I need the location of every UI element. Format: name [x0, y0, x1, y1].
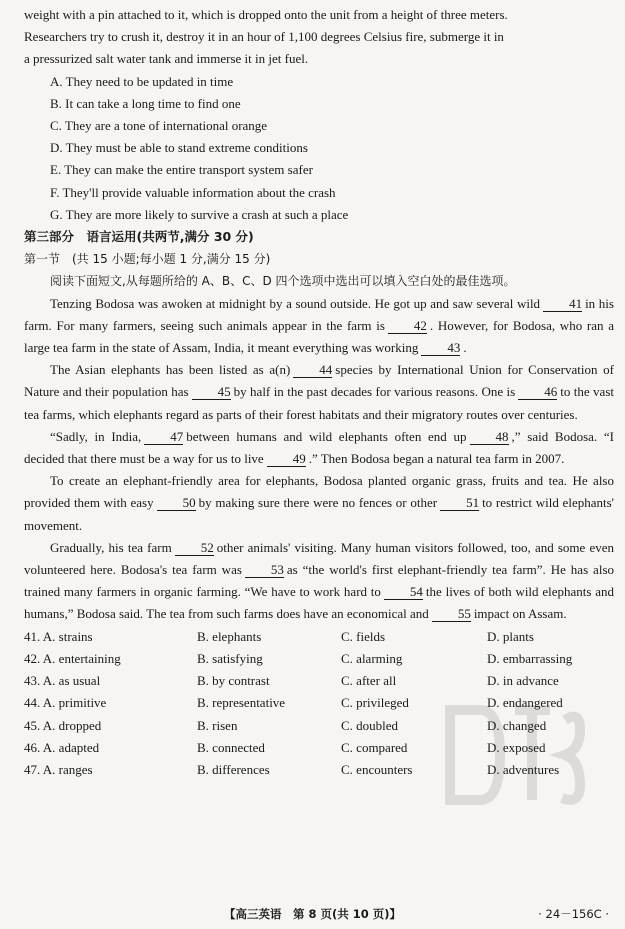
passage-text: To create an elephant-friendly area for elephants, Bodosa planted organic grass, fruits and tea. He also provided them with easy: [24, 473, 614, 511]
blank-50: 50: [157, 495, 196, 511]
choice-d: D. changed: [487, 717, 547, 733]
blank-42: 42: [388, 318, 427, 334]
option-b: B. It can take a long time to find one: [50, 95, 241, 111]
choice-a: 41. A. strains: [24, 628, 93, 644]
choice-b: B. elephants: [197, 628, 262, 644]
blank-43: 43: [421, 340, 460, 356]
blank-44: 44: [293, 362, 332, 378]
choice-a: 47. A. ranges: [24, 761, 93, 777]
passage-text: the lives of both wild elephants and humans,” Bodosa said. The tea from such farms does have an economical and: [24, 584, 614, 622]
passage-text: The Asian elephants has been listed as a(n): [50, 362, 291, 378]
passage-text: Gradually, his tea farm: [50, 539, 172, 555]
option-e: E. They can make the entire transport system safer: [50, 162, 313, 178]
passage-text: impact on Assam.: [473, 606, 567, 622]
passage-text: between humans and wild elephants often end up: [186, 428, 467, 444]
choice-c: C. doubled: [341, 717, 399, 733]
choice-d: D. embarrassing: [487, 650, 573, 666]
intro-line: weight with a pin attached to it, which is dropped onto the unit from a height of three meters.: [24, 7, 508, 22]
choice-a: 44. A. primitive: [24, 695, 107, 711]
choice-b: B. by contrast: [197, 673, 270, 689]
page-footer: [0, 903, 625, 923]
section1-heading: 第一节 (共 15 小题;每小题 1 分,满分 15 分): [24, 252, 271, 267]
footer-code: · 24－156C ·: [538, 907, 609, 921]
choice-d: D. adventures: [487, 761, 560, 777]
passage-text: by making sure there were no fences or other: [198, 495, 438, 511]
blank-46: 46: [518, 384, 557, 400]
blank-55: 55: [432, 606, 471, 622]
passage-text: to the vast tea farms, which elephants regard as parts of their forest habitats and their migratory routes over centuries.: [24, 384, 614, 422]
passage-text: . However, for Bodosa, who ran a large tea farm in the state of Assam, India, it meant everything was working: [24, 317, 615, 356]
passage-text: .: [463, 340, 467, 356]
choice-a: 42. A. entertaining: [24, 650, 121, 666]
choice-b: B. representative: [197, 695, 286, 711]
passage-paragraph-5: [24, 537, 614, 626]
footer-page-info: 【高三英语 第 8 页(共 10 页)】: [223, 907, 402, 921]
choice-d: D. endangered: [487, 695, 563, 711]
passage-paragraph-4: [24, 470, 614, 537]
blank-49: 49: [267, 451, 306, 467]
watermark-logo-icon: [440, 690, 590, 820]
intro-line: Researchers try to crush it, destroy it in an hour of 1,100 degrees Celsius fire, submerge it in: [24, 29, 504, 45]
choice-c: C. compared: [341, 739, 408, 755]
blank-53: 53: [245, 562, 284, 578]
option-f: F. They'll provide valuable information about the crash: [50, 184, 336, 200]
choice-a: 46. A. adapted: [24, 739, 100, 755]
choice-b: B. differences: [197, 761, 270, 777]
choice-c: C. encounters: [341, 761, 413, 777]
blank-41: 41: [543, 296, 582, 312]
passage-text: to restrict wild elephants' movement.: [24, 495, 614, 533]
blank-47: 47: [144, 429, 183, 445]
exam-page: [24, 4, 614, 781]
intro-line: a pressurized salt water tank and immerse it in jet fuel.: [24, 51, 309, 67]
intro-paragraph: [24, 4, 614, 71]
option-d: D. They must be able to stand extreme conditions: [50, 140, 308, 156]
passage-text: “Sadly, in India,: [50, 428, 142, 444]
passage-paragraph-1: [24, 293, 614, 360]
seven-options-list: [24, 71, 614, 226]
choice-c: C. after all: [341, 673, 397, 689]
passage-text: ,” said Bodosa. “I decided that there must be a way for us to live: [24, 428, 614, 467]
choice-b: B. risen: [197, 717, 238, 733]
passage-text: as “the world's first elephant-friendly tea farm”. He has also trained many farmers in organic farming. “We have to work hard to: [24, 562, 615, 600]
passage-text: by half in the past decades for various reasons. One is: [233, 384, 516, 400]
directions: 阅读下面短文,从每题所给的 A、B、C、D 四个选项中选出可以填入空白处的最佳选项。: [50, 274, 516, 289]
choice-b: B. connected: [197, 739, 265, 755]
passage-text: in his farm. For many farmers, seeing such animals appear in the farm is: [24, 295, 614, 333]
choice-b: B. satisfying: [197, 650, 263, 666]
choice-d: D. plants: [487, 628, 534, 644]
blank-45: 45: [192, 384, 231, 400]
blank-48: 48: [470, 429, 509, 445]
passage-text: other animals' visiting. Many human visitors followed, too, and some even volunteered here. Bodosa's tea farm was: [24, 539, 615, 578]
choice-a: 45. A. dropped: [24, 717, 102, 733]
option-c: C. They are a tone of international orange: [50, 118, 268, 134]
passage-text: Tenzing Bodosa was awoken at midnight by a sound outside. He got up and saw several wild: [50, 295, 541, 311]
passage-paragraph-2: [24, 359, 614, 426]
option-a: A. They need to be updated in time: [50, 73, 234, 89]
choice-d: D. exposed: [487, 739, 546, 755]
choice-d: D. in advance: [487, 673, 559, 689]
choice-c: C. fields: [341, 628, 386, 644]
choice-a: 43. A. as usual: [24, 673, 101, 689]
blank-52: 52: [175, 540, 214, 556]
option-g: G. They are more likely to survive a crash at such a place: [50, 206, 349, 222]
blank-54: 54: [384, 584, 423, 600]
passage-text: species by International Union for Conservation of Nature and their population has: [24, 362, 614, 400]
choice-c: C. privileged: [341, 695, 409, 711]
choice-row: [24, 648, 614, 670]
choice-row: [24, 626, 614, 648]
part3-heading: 第三部分 语言运用(共两节,满分 30 分): [24, 229, 254, 245]
choice-c: C. alarming: [341, 650, 403, 666]
blank-51: 51: [440, 495, 479, 511]
choice-row: [24, 670, 614, 692]
passage-text: .” Then Bodosa began a natural tea farm in 2007.: [308, 451, 565, 467]
passage-paragraph-3: [24, 426, 614, 470]
